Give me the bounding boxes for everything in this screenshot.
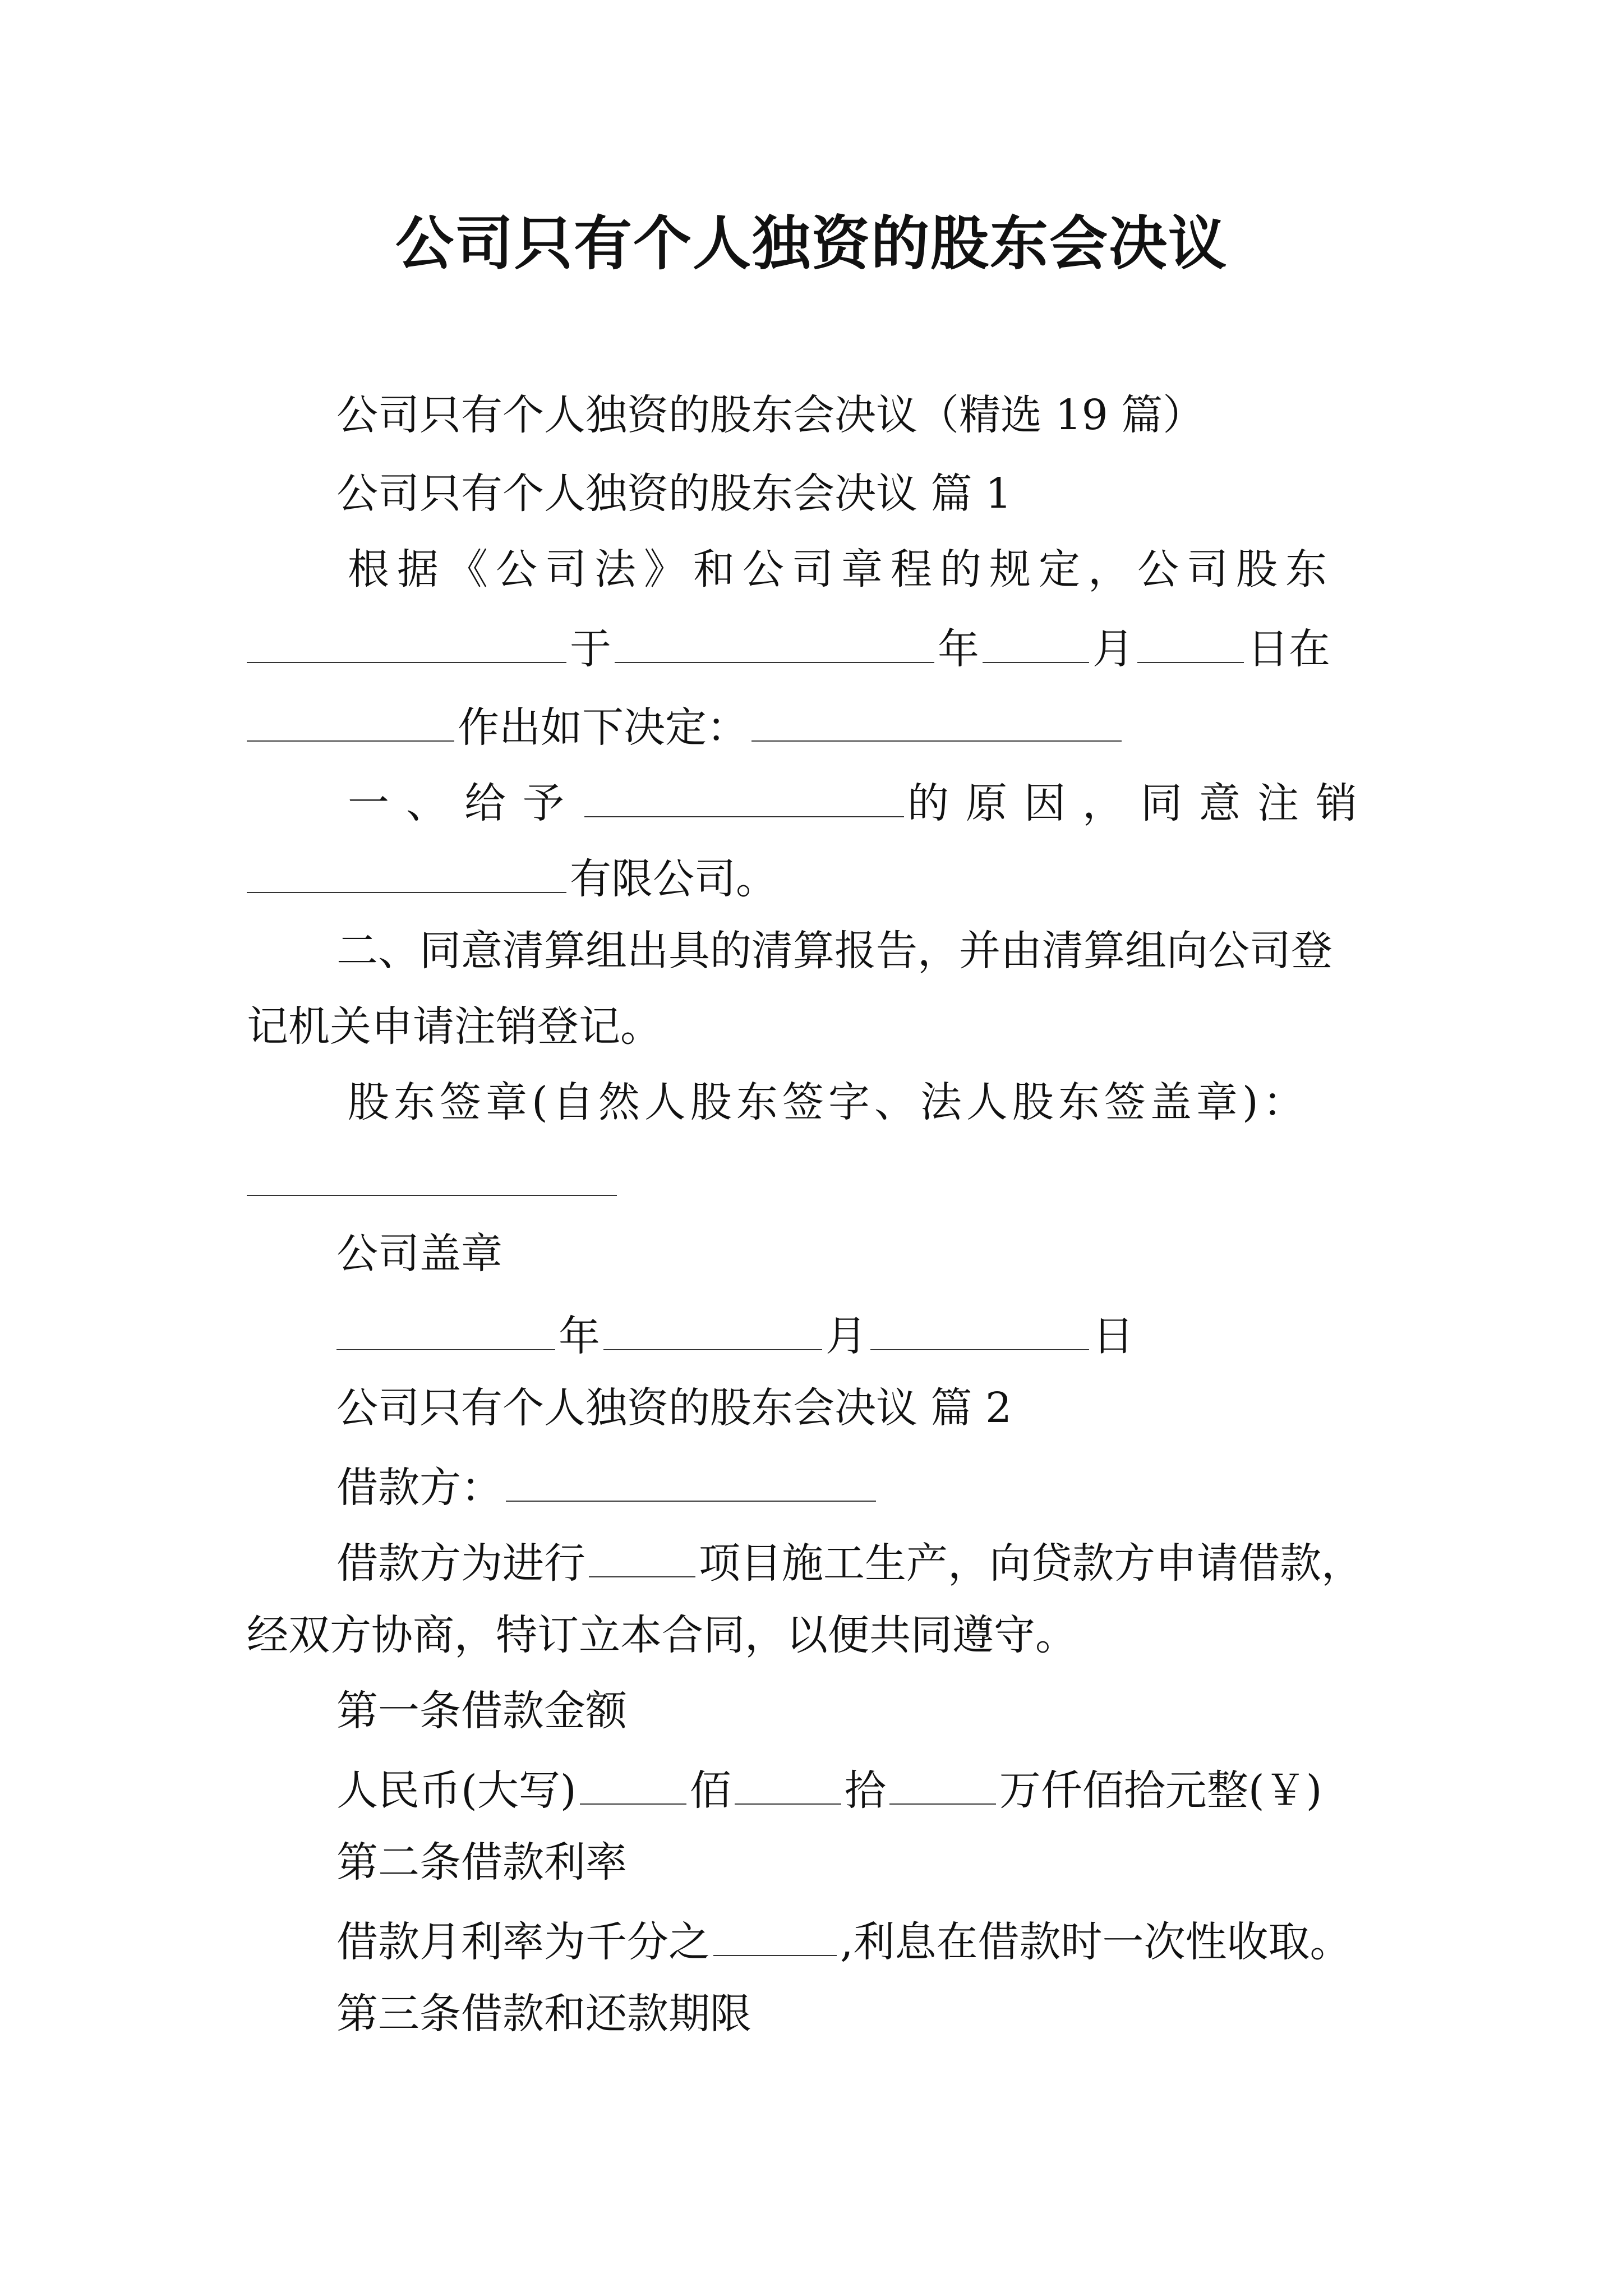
text-fragment: ,利息在借款时一次性收取。 <box>840 1918 1352 1966</box>
text-fragment: 拾 <box>844 1766 886 1815</box>
clause-heading: 第二条借款利率 <box>336 1838 627 1887</box>
paragraph-line <box>336 1759 1374 1820</box>
blank-field <box>603 1304 822 1350</box>
paragraph-line <box>336 1910 1374 1972</box>
blank-field <box>247 617 566 663</box>
paragraph-line <box>348 771 1374 833</box>
paragraph-line <box>247 617 1374 679</box>
paragraph-line: 根据《公司法》和公司章程的规定，公司股东 <box>348 545 1335 593</box>
paragraph-line: 经双方协商，特订立本合同，以便共同遵守。 <box>247 1611 1077 1659</box>
text-fragment: 日在 <box>1247 625 1330 673</box>
text-fragment: 月 <box>826 1312 867 1360</box>
signature-line <box>247 1150 1374 1212</box>
text-fragment: 借款方： <box>336 1464 502 1512</box>
text-fragment: 有限公司。 <box>570 855 777 903</box>
paragraph-line: 公司盖章 <box>336 1230 502 1278</box>
text-fragment: 月 <box>1092 625 1134 673</box>
text-fragment: 佰 <box>689 1766 731 1815</box>
section-heading-2: 公司只有个人独资的股东会决议 篇 2 <box>336 1384 1012 1432</box>
clause-heading: 第一条借款金额 <box>336 1687 627 1735</box>
text-fragment: 作出如下决定： <box>458 703 748 752</box>
blank-field <box>589 1531 695 1577</box>
date-line <box>336 1304 1374 1366</box>
section-heading-1: 公司只有个人独资的股东会决议 篇 1 <box>336 470 1012 518</box>
blank-field <box>247 696 454 742</box>
blank-field <box>506 1456 876 1502</box>
clause-heading: 第三条借款和还款期限 <box>336 1990 751 2038</box>
blank-field <box>615 617 934 663</box>
text-fragment: 年 <box>559 1312 600 1360</box>
paragraph-line <box>247 696 1374 757</box>
text-fragment: 项目施工生产，向贷款方申请借款， <box>699 1539 1363 1588</box>
text-fragment: 人民币(大写) <box>336 1766 577 1815</box>
blank-field <box>870 1304 1089 1350</box>
blank-field <box>983 617 1089 663</box>
text-fragment: 借款方为进行 <box>336 1539 585 1588</box>
paragraph-line <box>336 1531 1374 1593</box>
blank-field <box>584 771 904 817</box>
blank-field <box>1137 617 1244 663</box>
paragraph-line: 股东签章(自然人股东签字、法人股东签盖章)： <box>348 1078 1309 1126</box>
blank-field <box>247 1150 617 1196</box>
blank-field <box>247 847 566 893</box>
blank-field <box>751 696 1122 742</box>
text-fragment: 日 <box>1092 1312 1134 1360</box>
blank-field <box>735 1759 841 1805</box>
text-fragment: 借款月利率为千分之 <box>336 1918 710 1966</box>
blank-field <box>580 1759 686 1805</box>
text-fragment: 年 <box>938 625 979 673</box>
text-fragment: 于 <box>570 625 611 673</box>
paragraph-line <box>336 1456 1374 1517</box>
paragraph-line: 记机关申请注销登记。 <box>247 1002 662 1051</box>
text-fragment: 一、给予 <box>348 779 581 827</box>
subtitle-line: 公司只有个人独资的股东会决议（精选 19 篇） <box>336 391 1205 439</box>
paragraph-line: 二、同意清算组出具的清算报告，并由清算组向公司登 <box>336 927 1332 975</box>
blank-field <box>889 1759 996 1805</box>
text-fragment: 的原因，同意注销 <box>907 779 1374 827</box>
page-title: 公司只有个人独资的股东会决议 <box>395 209 1228 278</box>
text-fragment: 万仟佰拾元整(￥) <box>999 1766 1322 1815</box>
blank-field <box>336 1304 555 1350</box>
blank-field <box>713 1910 837 1956</box>
paragraph-line <box>247 847 1374 909</box>
